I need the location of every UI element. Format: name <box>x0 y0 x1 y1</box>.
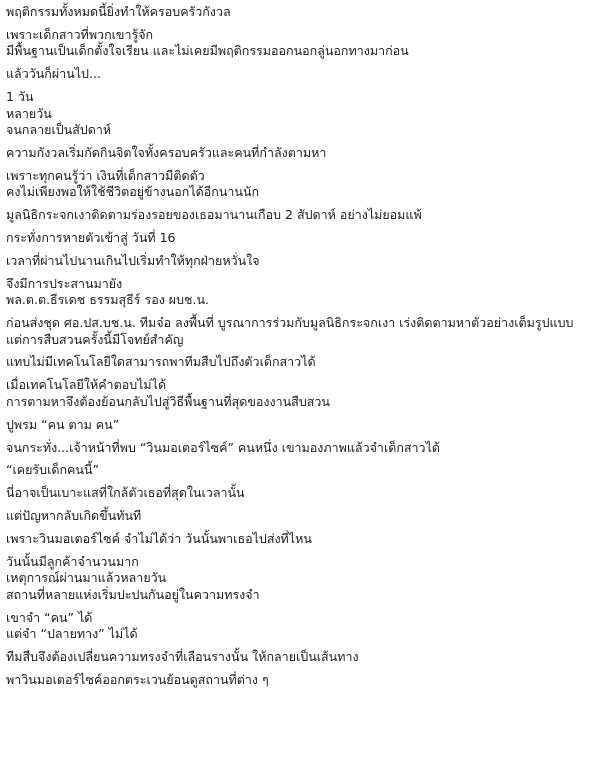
text-line: การตามหาจึงต้องย้อนกลับไปสู่วิธีพื้นฐานที่สุดของงานสืบสวน <box>6 393 330 409</box>
paragraph <box>6 4 598 20</box>
paragraph <box>6 485 598 501</box>
text-line: คงไม่เพียงพอให้ใช้ชีวิตอยู่ข้างนอกได้อีกนานนัก <box>6 184 260 200</box>
paragraph <box>6 230 598 246</box>
paragraph <box>6 377 598 410</box>
text-line: ก่อนส่งชุด ศอ.ปส.บช.น. ทีมจ๋อ ลงพื้นที่ บูรณาการร่วมกับมูลนิธิกระจกเงา เร่งติดตามหาตัวอย่างเต็มรูปแบบ <box>6 315 574 331</box>
text-line: จนกระทั่ง...เจ้าหน้าที่พบ “วินมอเตอร์ไซค์” คนหนึ่ง เขามองภาพแล้วจำเด็กสาวได้ <box>6 439 440 455</box>
text-line: แล้ววันก็ผ่านไป... <box>6 66 101 82</box>
paragraph <box>6 168 598 201</box>
text-line: แต่ปัญหากลับเกิดขึ้นทันที <box>6 508 142 524</box>
text-line: ความกังวลเริ่มกัดกินจิตใจทั้งครอบครัวและคนที่กำลังตามหา <box>6 144 327 160</box>
paragraph <box>6 672 598 688</box>
paragraph <box>6 207 598 223</box>
text-line: วันนั้นมีลูกค้าจำนวนมาก <box>6 554 139 570</box>
paragraph <box>6 531 598 547</box>
paragraph <box>6 440 598 456</box>
text-line: พาวินมอเตอร์ไซค์ออกตระเวนย้อนดูสถานที่ต่าง ๆ <box>6 672 269 687</box>
text-line: แต่การสืบสวนครั้งนี้มีโจทย์สำคัญ <box>6 331 184 347</box>
text-line: แต่จำ “ปลายทาง” ไม่ได้ <box>6 626 138 642</box>
text-line: เวลาที่ผ่านไปนานเกินไปเริ่มทำให้ทุกฝ่ายหวั่นใจ <box>6 252 260 268</box>
text-line: เพราะทุกคนรู้ว่า เงินที่เด็กสาวมีติดตัว <box>6 167 205 183</box>
paragraph <box>6 145 598 161</box>
text-line: นี่อาจเป็นเบาะแสที่ใกล้ตัวเธอที่สุดในเวลานั้น <box>6 485 245 501</box>
paragraph <box>6 610 598 643</box>
text-line: เพราะวินมอเตอร์ไซค์ จำไม่ได้ว่า วันนั้นพาเธอไปส่งที่ไหน <box>6 531 312 547</box>
paragraph <box>6 66 598 82</box>
paragraph <box>6 253 598 269</box>
text-line: ทีมสืบจึงต้องเปลี่ยนความทรงจำที่เลือนรางนั้น ให้กลายเป็นเส้นทาง <box>6 649 359 665</box>
text-line: มีพื้นฐานเป็นเด็กตั้งใจเรียน และไม่เคยมีพฤติกรรมออกนอกลู่นอกทางมาก่อน <box>6 43 409 59</box>
text-line: “เคยรับเด็กคนนี้” <box>6 462 99 478</box>
text-line: พล.ต.ต.ธีรเดช ธรรมสุธีร์ รอง ผบช.น. <box>6 292 210 308</box>
post-body <box>6 4 598 695</box>
text-line: มูลนิธิกระจกเงาติดตามร่องรอยของเธอมานานเกือบ 2 สัปดาห์ อย่างไม่ยอมแพ้ <box>6 207 422 223</box>
text-line: เหตุการณ์ผ่านมาแล้วหลายวัน <box>6 570 167 586</box>
text-line: เขาจำ “คน” ได้ <box>6 609 93 625</box>
text-line: จึงมีการประสานมายัง <box>6 275 123 291</box>
paragraph <box>6 649 598 665</box>
paragraph <box>6 315 598 348</box>
text-line: กระทั่งการหายตัวเข้าสู่ วันที่ 16 <box>6 229 176 245</box>
text-line: สถานที่หลายแห่งเริ่มปะปนกันอยู่ในความทรงจำ <box>6 586 260 602</box>
paragraph <box>6 27 598 60</box>
text-line: หลายวัน <box>6 105 52 121</box>
paragraph <box>6 354 598 370</box>
paragraph <box>6 417 598 433</box>
text-line: พฤติกรรมทั้งหมดนี้ยิ่งทำให้ครอบครัวกังวล <box>6 4 231 19</box>
paragraph <box>6 462 598 478</box>
text-line: ปูพรม “คน ตาม คน” <box>6 416 120 432</box>
text-line: เพราะเด็กสาวที่พวกเขารู้จัก <box>6 26 154 42</box>
paragraph <box>6 508 598 524</box>
text-line: จนกลายเป็นสัปดาห์ <box>6 121 112 137</box>
text-line: แทบไม่มีเทคโนโลยีใดสามารถพาทีมสืบไปถึงตัวเด็กสาวได้ <box>6 354 316 370</box>
paragraph <box>6 554 598 603</box>
paragraph <box>6 276 598 309</box>
paragraph <box>6 89 598 138</box>
text-line: เมื่อเทคโนโลยีให้คำตอบไม่ได้ <box>6 377 167 393</box>
text-line: 1 วัน <box>6 89 34 105</box>
